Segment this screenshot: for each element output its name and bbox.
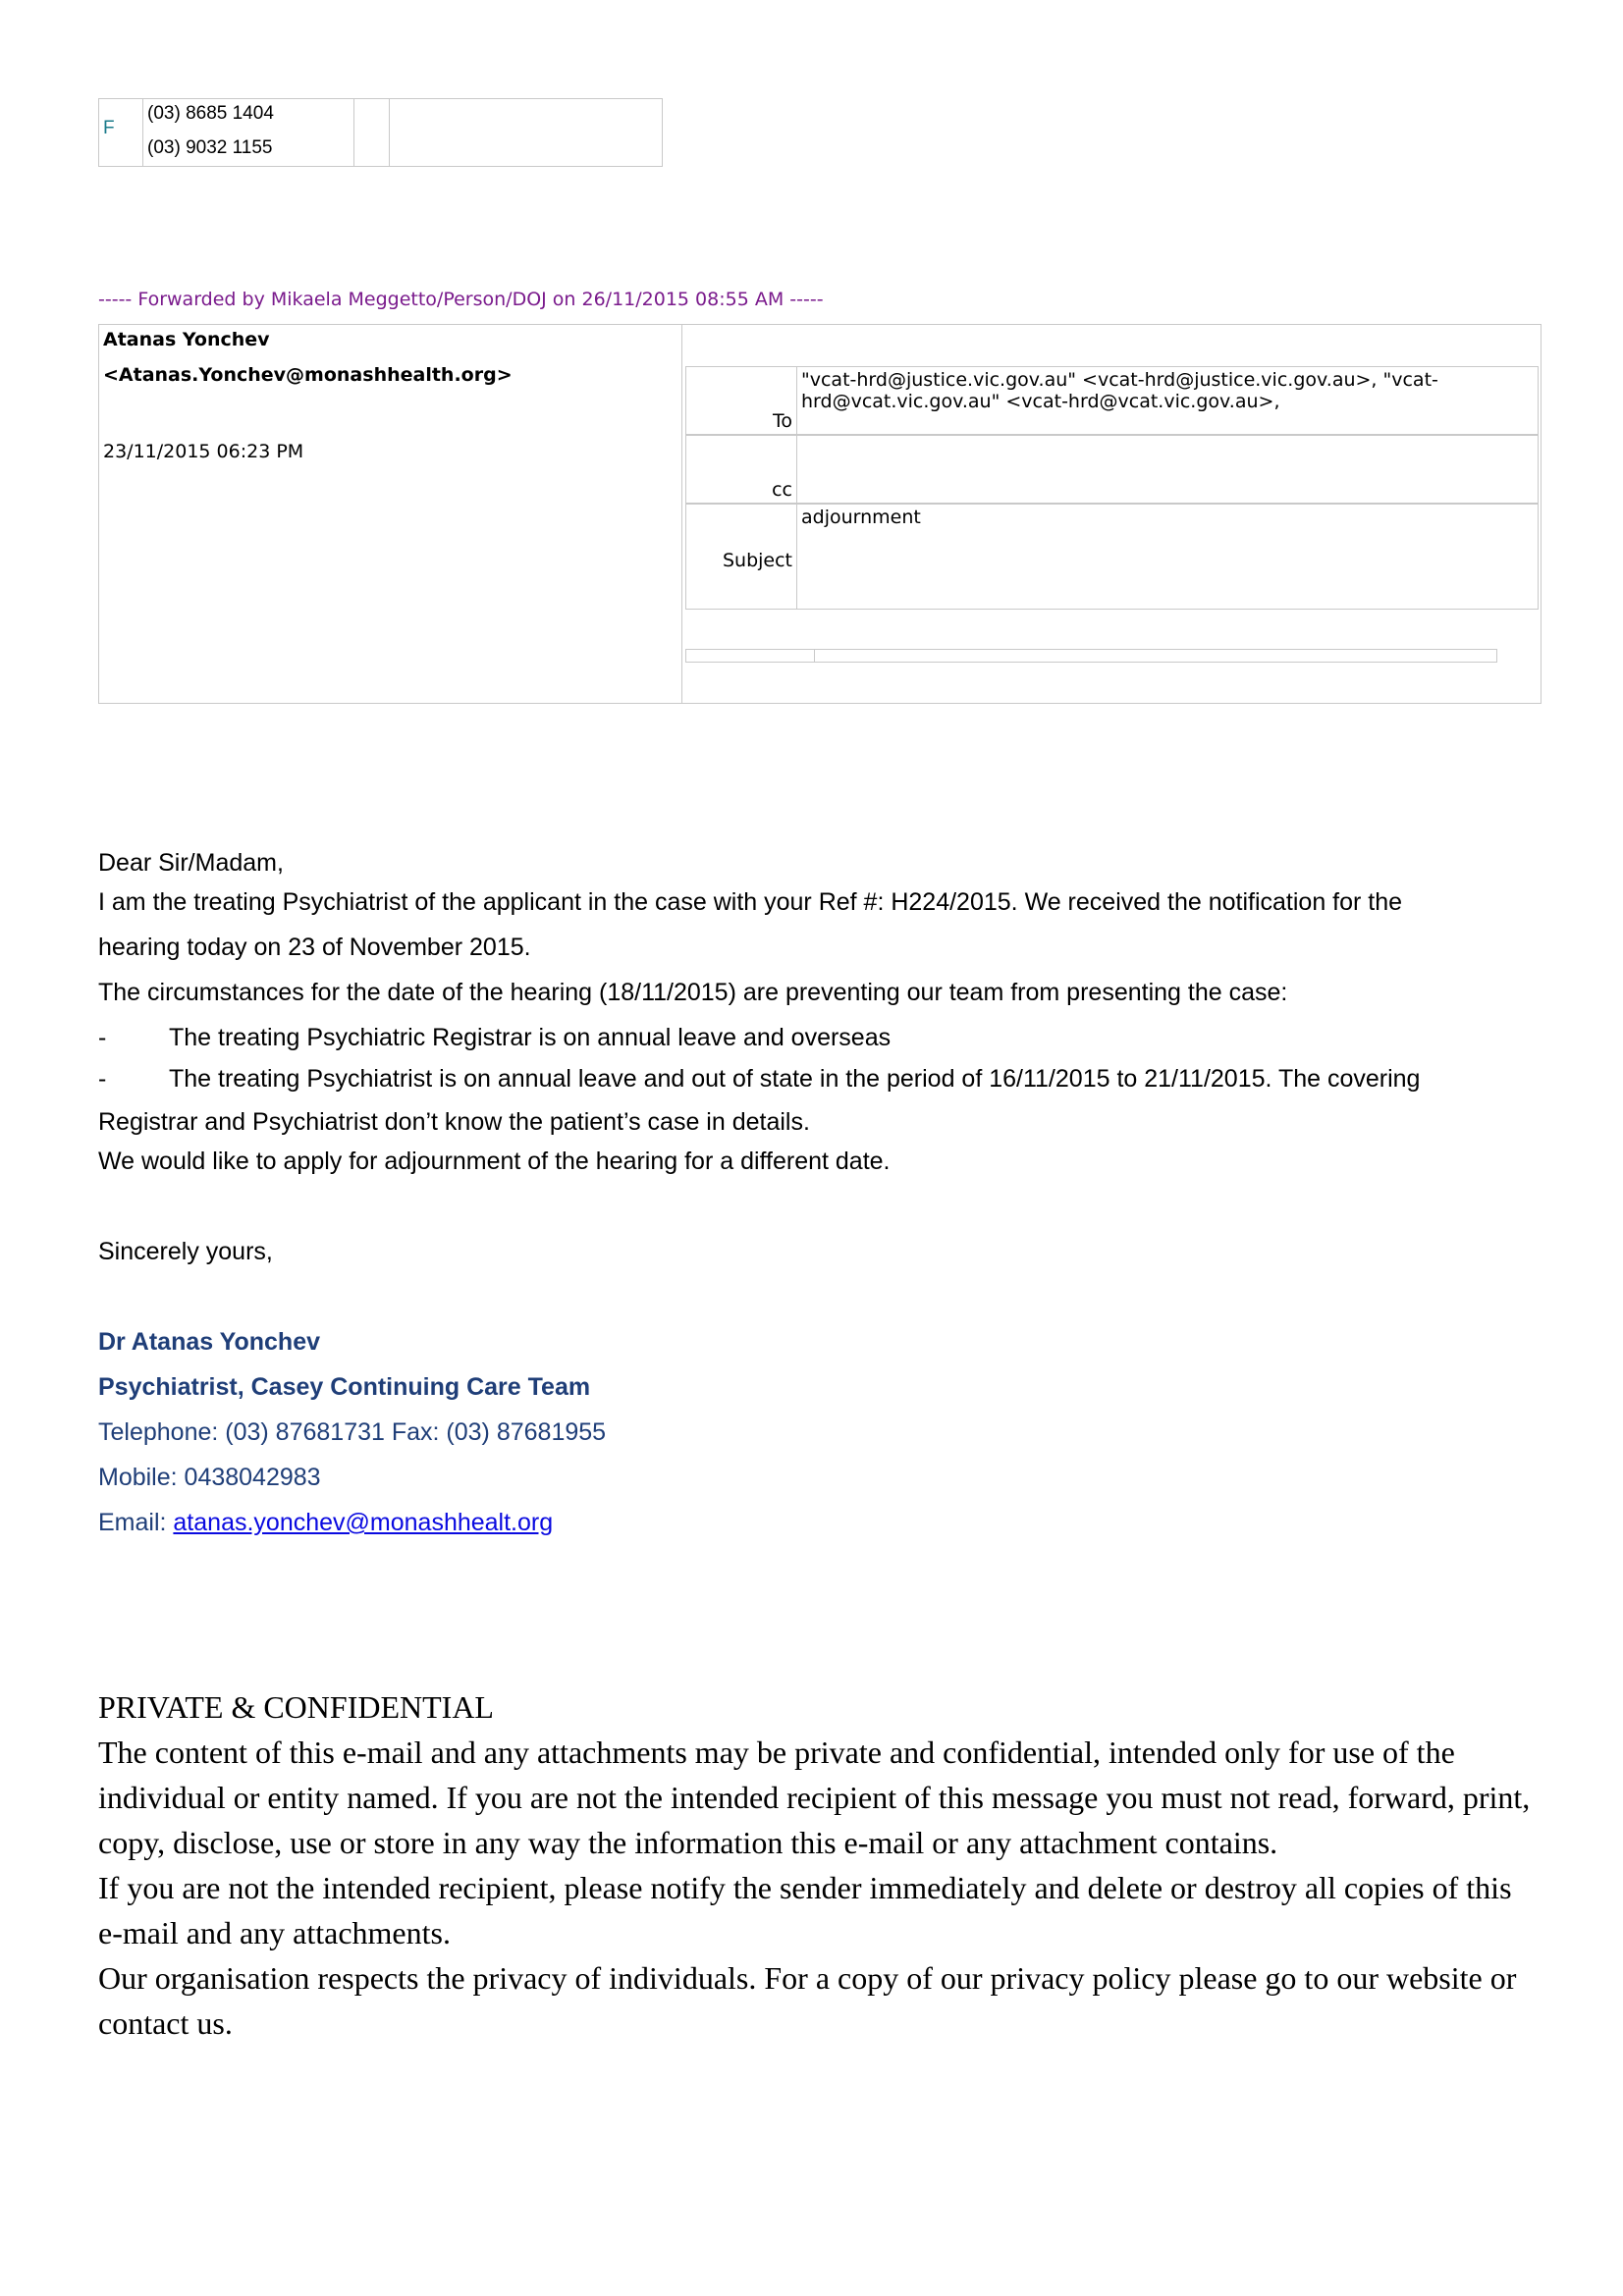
fax-empty-cell bbox=[353, 99, 390, 166]
greeting: Dear Sir/Madam, bbox=[98, 849, 284, 877]
forward-line: ----- Forwarded by Mikaela Meggetto/Person/DOJ on 26/11/2015 08:55 AM ----- bbox=[98, 289, 824, 310]
subject-label: Subject bbox=[722, 550, 792, 571]
cc-label: cc bbox=[772, 479, 792, 501]
sender-email: <Atanas.Yonchev@monashhealth.org> bbox=[103, 364, 513, 386]
fax-table bbox=[98, 98, 663, 167]
para3: We would like to apply for adjournment of the hearing for a different date. bbox=[98, 1148, 891, 1175]
subject-row bbox=[685, 504, 1539, 610]
sender-name: Atanas Yonchev bbox=[103, 329, 270, 350]
confidentiality-notice bbox=[98, 1684, 1532, 2046]
fax-label: F bbox=[103, 118, 115, 138]
bullet-2-line2: Registrar and Psychiatrist don’t know the patient’s case in details. bbox=[98, 1108, 810, 1136]
header-footer-bar bbox=[685, 649, 1497, 663]
subject-value[interactable]: adjournment bbox=[801, 507, 921, 528]
signature-phone: Telephone: (03) 87681731 Fax: (03) 87681955 bbox=[98, 1418, 607, 1446]
signature-mobile: Mobile: 0438042983 bbox=[98, 1464, 321, 1491]
email-header bbox=[98, 324, 1542, 704]
to-value[interactable]: "vcat-hrd@justice.vic.gov.au" <vcat-hrd@justice.vic.gov.au>, "vcat-hrd@vcat.vic.gov.au" <vcat-hrd@vcat.vic.gov.au>, bbox=[801, 369, 1438, 412]
address-fields bbox=[685, 366, 1539, 612]
bullet-1: The treating Psychiatric Registrar is on annual leave and overseas bbox=[169, 1024, 892, 1051]
bullet-marker-2: - bbox=[98, 1065, 107, 1093]
fax-number-2: (03) 9032 1155 bbox=[147, 137, 273, 158]
email-label: Email: bbox=[98, 1509, 174, 1536]
bullet-2-line1: The treating Psychiatrist is on annual leave and out of state in the period of 16/11/2015 to 21/11/2015. The covering bbox=[169, 1065, 1421, 1093]
closing: Sincerely yours, bbox=[98, 1238, 273, 1265]
para1-line1: I am the treating Psychiatrist of the applicant in the case with your Ref #: H224/2015. We received the notification for the bbox=[98, 888, 1403, 916]
cc-row bbox=[685, 435, 1539, 504]
confidential-p3: Our organisation respects the privacy of individuals. For a copy of our privacy policy please go to our website or contact us. bbox=[98, 1960, 1517, 2041]
signature-email bbox=[98, 1509, 553, 1537]
para1-line2: hearing today on 23 of November 2015. bbox=[98, 934, 531, 961]
fax-label-cell bbox=[99, 99, 143, 166]
bullet-marker-1: - bbox=[98, 1024, 107, 1051]
fax-number-cell bbox=[142, 99, 354, 166]
confidential-heading: PRIVATE & CONFIDENTIAL bbox=[98, 1689, 494, 1725]
confidential-p1: The content of this e-mail and any attachments may be private and confidential, intended only for use of the individual or entity named. If you are not the intended recipient of this message you must not read, forward, print, copy, disclose, use or store in any way the information this e-mail or any attachment contains. bbox=[98, 1735, 1531, 1860]
confidential-p2: If you are not the intended recipient, please notify the sender immediately and delete or destroy all copies of this e-mail and any attachments. bbox=[98, 1870, 1512, 1950]
signature-title: Psychiatrist, Casey Continuing Care Team bbox=[98, 1373, 591, 1401]
signature-name: Dr Atanas Yonchev bbox=[98, 1328, 321, 1356]
header-divider bbox=[681, 325, 682, 703]
para2: The circumstances for the date of the hearing (18/11/2015) are preventing our team from presenting the case: bbox=[98, 979, 1288, 1006]
fax-number-1: (03) 8685 1404 bbox=[147, 103, 274, 124]
to-row bbox=[685, 366, 1539, 435]
to-label: To bbox=[772, 410, 792, 432]
sent-date: 23/11/2015 06:23 PM bbox=[103, 441, 304, 462]
email-link[interactable]: atanas.yonchev@monashhealt.org bbox=[173, 1509, 554, 1536]
